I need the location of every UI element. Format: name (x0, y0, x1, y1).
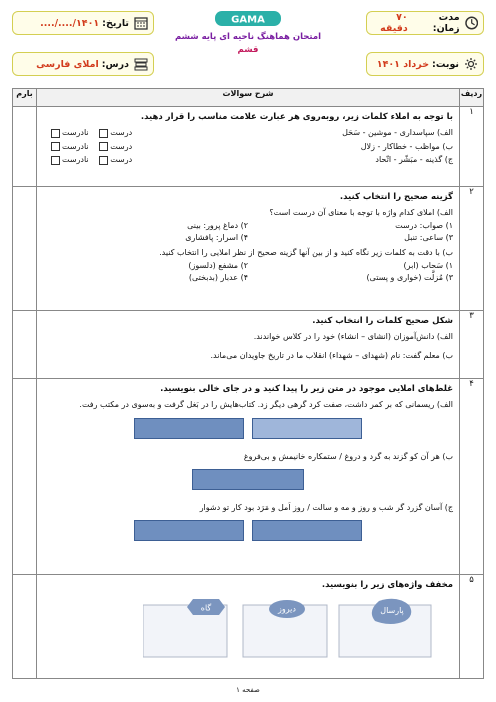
svg-text:GAMA: GAMA (231, 14, 265, 26)
date-value: ..../..../۱۴۰۱ (40, 17, 100, 29)
duration-label: مدت زمان: (432, 12, 460, 34)
subject-value: املای فارسی (36, 58, 99, 70)
question-row (13, 187, 484, 311)
score-cell (13, 379, 37, 575)
answer-checks: درست نادرست (43, 127, 132, 139)
session-box (366, 52, 484, 76)
checkbox[interactable] (51, 156, 60, 165)
session-label: نوبت: (432, 58, 459, 70)
answer-checks: درست نادرست (43, 141, 132, 153)
page-number: صفحه ۱ (236, 686, 260, 694)
date-label: تاریخ: (102, 17, 129, 29)
row-number: ۳ (460, 311, 484, 379)
question-title: غلط‌های املایی موجود در متن زیر را پیدا کنید و در جای خالی بنویسید. (160, 384, 453, 394)
option[interactable]: ۱) صواب: درست (395, 220, 453, 230)
svg-text:دیروز: دیروز (278, 604, 296, 614)
checkbox[interactable] (99, 129, 108, 138)
option[interactable]: ۳) مُزلَّت (خواری و پستی) (366, 273, 453, 283)
checkbox[interactable] (51, 129, 60, 138)
answer-box[interactable] (252, 520, 362, 541)
row-number: ۲ (460, 187, 484, 311)
questions-table (12, 88, 484, 679)
row-number: ۵ (460, 575, 484, 679)
answer-box[interactable] (192, 469, 304, 490)
checkbox[interactable] (99, 142, 108, 151)
question-title: با توجه به املاء کلمات زیر، روبه‌روی هر عبارت علامت مناسب را قرار دهید. (140, 112, 453, 122)
svg-text:گاه: گاه (200, 603, 212, 613)
question-row (13, 575, 484, 679)
option[interactable]: ۴) عدبار (بدبختی) (188, 273, 248, 283)
svg-text:پارسال: پارسال (380, 606, 404, 616)
row-number: ۴ (460, 379, 484, 575)
list-item: ج) گذینه - مبَشّر - اتّحاد درست نادرست (43, 154, 453, 166)
question-5 (37, 575, 460, 679)
date-box (12, 11, 154, 35)
exam-title: امتحان هماهنگ ناحیه ای پایه ششم (174, 32, 322, 42)
question-text: ب) با دقت به کلمات زیر نگاه کنید و از بین آنها گزینه صحیح از نظر املایی را انتخاب کنید. (159, 248, 453, 258)
duration-box (366, 11, 484, 35)
row-number: ۱ (460, 107, 484, 187)
subject-label: درس: (101, 58, 129, 70)
question-3 (37, 311, 460, 379)
checkbox[interactable] (51, 142, 60, 151)
question-text: ب) معلم گفت: نام (شهدای – شهداء) انقلاب ما در تاریخ جاویدان می‌ماند. (210, 350, 453, 360)
question-2 (37, 187, 460, 311)
session-value: خرداد ۱۴۰۱ (376, 58, 430, 70)
duration-value: ۷۰ دقیقه (380, 12, 408, 34)
word-shapes (43, 595, 453, 663)
question-row (13, 107, 484, 187)
option[interactable]: ۲) مشفع (دلسوز) (188, 260, 248, 270)
score-cell (13, 575, 37, 679)
col-row: ردیف (460, 89, 484, 107)
checkbox[interactable] (99, 156, 108, 165)
question-text: الف) دانش‌آموزان (انشای – انشاء) خود را در کلاس خواندند. (253, 332, 453, 342)
clock-icon (465, 16, 478, 30)
question-row (13, 311, 484, 379)
option[interactable]: ۴) اسرار: پافشاری (185, 232, 248, 242)
list-item: الف) سپاسداری - موشین - سَحَل درست نادرست (43, 127, 453, 139)
question-1 (37, 107, 460, 187)
exam-city: قشم (237, 45, 259, 55)
score-cell (13, 187, 37, 311)
option[interactable]: ۱) سَحاب (ابر) (403, 260, 453, 270)
question-4 (37, 379, 460, 575)
gear-icon (464, 57, 478, 71)
books-icon (134, 57, 148, 71)
calendar-icon (134, 16, 148, 30)
answer-box[interactable] (252, 418, 362, 439)
question-row (13, 379, 484, 575)
question-text: ج) آسان گزرد گر شب و روز و مه و سالت / روز اَمل و مَرَد بود کار تو دشوار (199, 502, 453, 512)
question-title: شکل صحیح کلمات را انتخاب کنید. (312, 316, 453, 326)
table-header (13, 89, 484, 107)
score-cell (13, 107, 37, 187)
option[interactable]: ۲) دماغ پرور: بینی (187, 220, 248, 230)
list-item: ب) مواظب - خطاکار - زلال درست نادرست (43, 141, 453, 153)
question-title: گزینه صحیح را انتخاب کنید. (339, 192, 453, 202)
exam-header (170, 10, 326, 55)
subject-box (12, 52, 154, 76)
question-text: الف) املای کدام واژه با توجه با معنای آن درست است؟ (269, 208, 453, 218)
answer-box[interactable] (134, 520, 244, 541)
question-title: مخفف واژه‌های زیر را بنویسید. (321, 580, 453, 590)
col-desc: شرح سوالات (37, 89, 460, 107)
col-score: بارم (13, 89, 37, 107)
answer-box[interactable] (134, 418, 244, 439)
score-cell (13, 311, 37, 379)
question-text: ب) هر آن کو گزند به گرد و دروغ / ستمکاره خانیمش و بی‌فروغ (243, 451, 453, 461)
answer-checks: درست نادرست (43, 154, 132, 166)
gama-logo (213, 10, 283, 30)
option[interactable]: ۳) ساعی: تنبل (404, 232, 453, 242)
question-text: الف) ریسمانی که بر کمر داشت، صفت کرد گرهی دیگر زد. کتاب‌هایش را در بَغل گرفت و به‌سوی در مکتب رفت. (79, 400, 453, 410)
